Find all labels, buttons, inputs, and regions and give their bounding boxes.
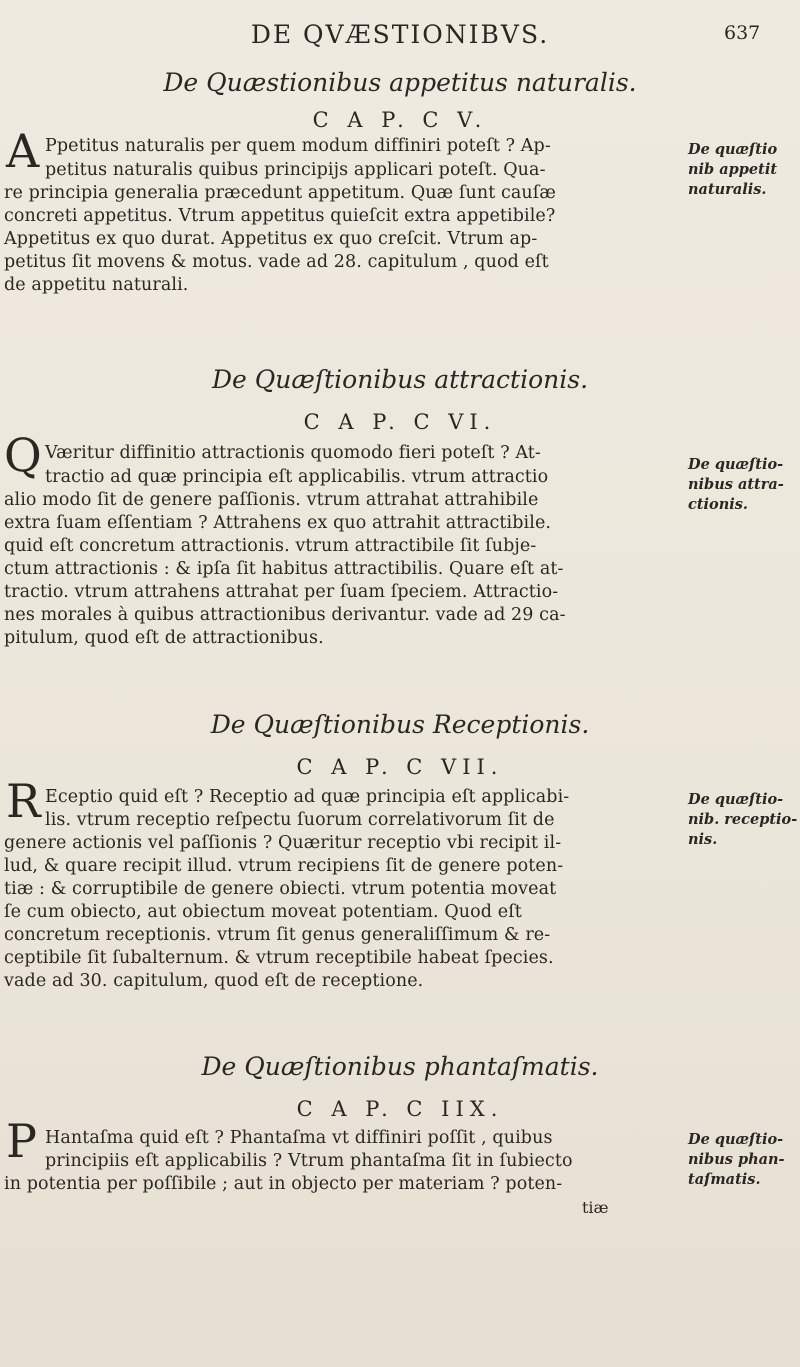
text-line: in potentia per poſſibile ; aut in objecto per materiam ? poten- [4,1174,563,1194]
text-line: tiæ : & corruptibile de genere obiecti. vtrum potentia moveat [4,879,557,899]
margin-note: De quæſtio- nibus phan- taſmatis. [688,1131,785,1188]
chapter-number: C A P. C IIX. [296,1097,504,1121]
text-line: tractio ad quæ principia eſt applicabilis. vtrum attractio [45,467,549,487]
text-line: Ppetitus naturalis per quem modum diffiniri poteſt ? Ap- [45,136,551,156]
text-line: tractio. vtrum attrahens attrahat per ſuam ſpeciem. Attractio- [4,582,559,602]
text-line: concretum receptionis. vtrum ſit genus generaliſſimum & re- [4,925,551,945]
text-line: Eceptio quid eſt ? Receptio ad quæ principia eſt applicabi- [45,787,570,807]
text-line: petitus ſit movens & motus. vade ad 28. capitulum , quod eſt [4,252,549,272]
running-head: DE QVÆSTIONIBVS. [250,20,550,49]
text-line: ſe cum obiecto, aut obiectum moveat potentiam. Quod eſt [4,902,522,922]
text-line: de appetitu naturali. [4,275,189,295]
chapter-title: De Quæſtionibus phantaſmatis. [201,1052,599,1081]
text-line: petitus naturalis quibus principijs applicari poteſt. Qua- [45,160,546,180]
chapter-number: C A P. C VII. [296,755,504,779]
text-line: Væritur diffinitio attractionis quomodo fieri poteſt ? At- [45,443,541,463]
drop-capital: P [6,1114,37,1168]
text-line: ctum attractionis : & ipſa ſit habitus attractibilis. Quare eſt at- [4,559,564,579]
text-line: extra ſuam eſſentiam ? Attrahens ex quo attrahit attractibile. [4,513,552,533]
text-line: lis. vtrum receptio reſpectu ſuorum correlativorum ſit de [45,810,555,830]
text-line: nes morales à quibus attractionibus derivantur. vade ad 29 ca- [4,605,566,625]
text-line: Hantaſma quid eſt ? Phantaſma vt diffiniri poſſit , quibus [45,1128,553,1148]
text-line: alio modo ſit de genere paſſionis. vtrum attrahat attrahibile [4,490,539,510]
text-line: lud, & quare recipit illud. vtrum recipiens ſit de genere poten- [4,856,564,876]
text-line: Appetitus ex quo durat. Appetitus ex quo creſcit. Vtrum ap- [4,229,538,249]
chapter-title: De Quæstionibus appetitus naturalis. [163,68,637,97]
drop-capital: Q [4,428,42,482]
margin-note: De quæſtio- nib. receptio- nis. [688,791,798,848]
text-line: pitulum, quod eſt de attractionibus. [4,628,324,648]
drop-capital: A [6,124,40,178]
chapter-number: C A P. C V. [312,108,488,132]
text-line: concreti appetitus. Vtrum appetitus quieſcit extra appetibile? [4,206,556,226]
chapter-number: C A P. C VI. [303,410,497,434]
text-line: principiis eſt applicabilis ? Vtrum phantaſma ſit in ſubiecto [45,1151,573,1171]
text-line: re principia generalia præcedunt appetitum. Quæ ſunt cauſæ [4,183,556,203]
margin-note: De quæſtio nib appetit naturalis. [688,141,778,198]
text-line: ceptibile ſit ſubalternum. & vtrum receptibile habeat ſpecies. [4,948,554,968]
text-line: quid eſt concretum attractionis. vtrum attractibile ſit ſubje- [4,536,537,556]
text-line: vade ad 30. capitulum, quod eſt de receptione. [4,971,424,991]
drop-capital: R [6,774,41,828]
page-number: 637 [724,22,761,44]
chapter-title: De Quæſtionibus Receptionis. [210,710,590,739]
text-line: genere actionis vel paſſionis ? Quæritur receptio vbi recipit il- [4,833,562,853]
chapter-title: De Quæſtionibus attractionis. [211,365,589,394]
catchword: tiæ [582,1198,609,1217]
margin-note: De quæſtio- nibus attra- ctionis. [688,456,784,513]
